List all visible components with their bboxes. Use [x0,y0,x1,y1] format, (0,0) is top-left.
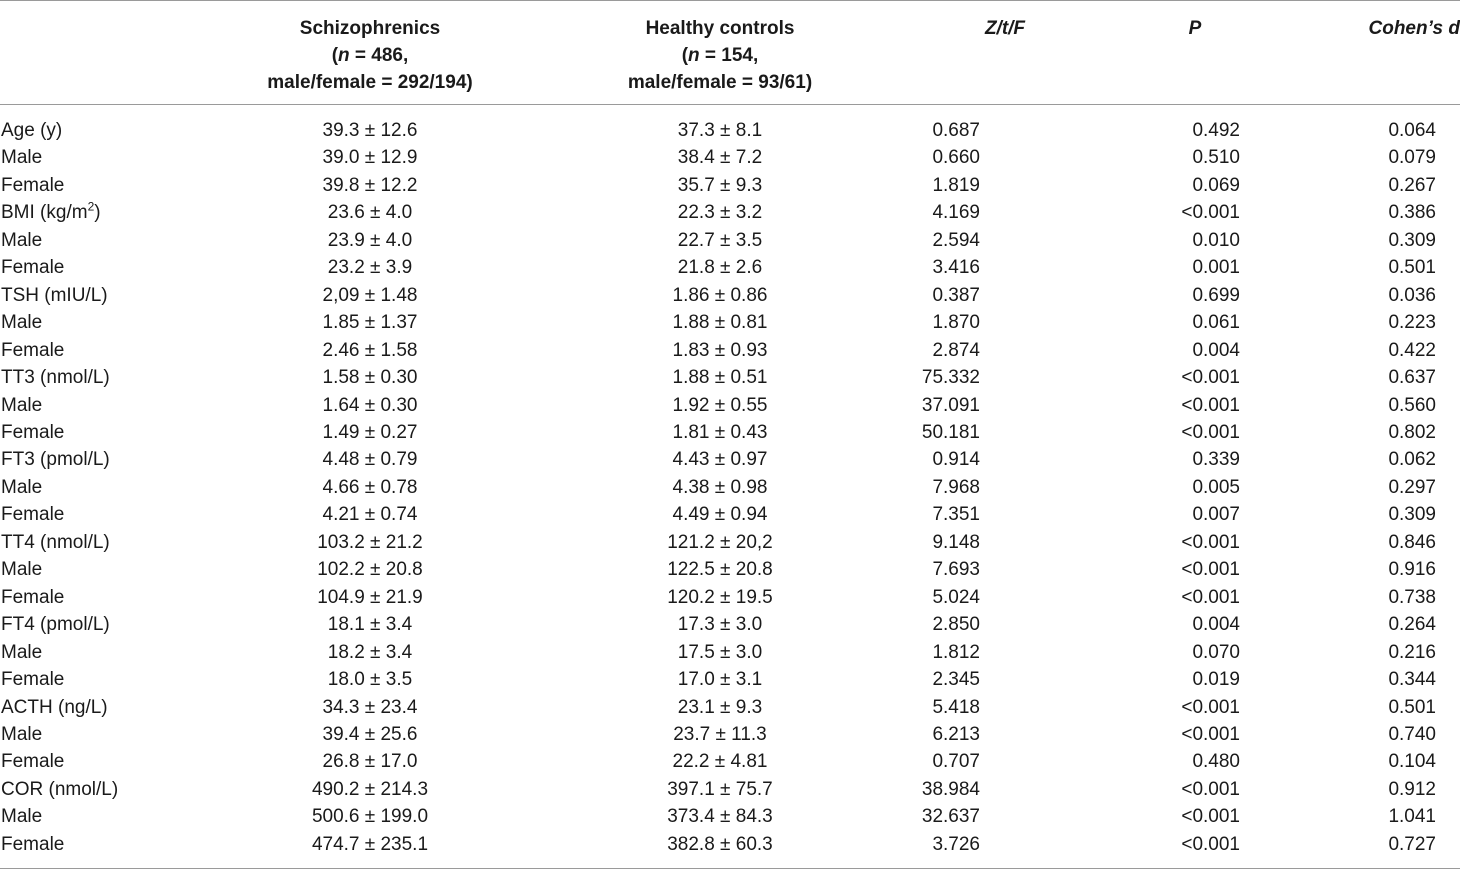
cell-controls: 373.4 ± 84.3 [667,806,773,828]
cell-p: <0.001 [1181,586,1240,608]
cell-p: <0.001 [1181,202,1240,224]
row-label-text: TT4 (nmol/L) [1,531,110,553]
cell-cohens-d: 0.738 [1388,586,1436,608]
cell-controls: 1.86 ± 0.86 [672,284,768,306]
row-label [0,666,200,693]
cell-controls: 4.49 ± 0.94 [672,504,768,526]
row-label [0,721,200,748]
cell-p: <0.001 [1181,778,1240,800]
table-row [0,172,1460,199]
cell-controls: 17.5 ± 3.0 [677,641,763,663]
cell-schizophrenics: 18.1 ± 3.4 [327,614,413,636]
cell-stat: 1.812 [932,641,980,663]
row-label [0,337,200,364]
cell-schizophrenics: 39.0 ± 12.9 [322,147,418,169]
header-controls-sex: male/female = 93/61) [627,72,813,93]
row-label [0,501,200,528]
cell-cohens-d: 0.036 [1388,284,1436,306]
row-label-text: BMI (kg/m [1,202,88,224]
header-schizophrenics-title: Schizophrenics [299,18,441,39]
row-label-text: Male [1,723,43,745]
cell-schizophrenics: 39.3 ± 12.6 [322,120,418,141]
cell-controls: 397.1 ± 75.7 [667,778,773,800]
row-label-text: Male [1,806,43,828]
table-row [0,392,1460,419]
cell-controls: 1.88 ± 0.51 [672,367,768,389]
cell-stat: 37.091 [921,394,980,416]
row-label-suffix: ) [94,202,101,224]
header-controls-n-open: ( [681,45,689,66]
row-label-text: Female [1,174,65,196]
header-controls [540,1,900,105]
cell-cohens-d: 0.344 [1388,669,1436,691]
cell-cohens-d: 0.501 [1388,257,1436,279]
cell-schizophrenics: 4.66 ± 0.78 [322,476,418,498]
cell-p: <0.001 [1181,531,1240,553]
cell-p: <0.001 [1181,806,1240,828]
cell-schizophrenics: 104.9 ± 21.9 [317,586,423,608]
row-label [0,584,200,611]
cell-schizophrenics: 474.7 ± 235.1 [200,831,540,869]
cell-stat: 2.850 [932,614,980,636]
table-row [0,721,1460,748]
cell-schizophrenics: 1.64 ± 0.30 [322,394,418,416]
cell-schizophrenics: 1.85 ± 1.37 [322,312,418,334]
cell-schizophrenics: 490.2 ± 214.3 [311,778,429,800]
cell-schizophrenics: 4.21 ± 0.74 [322,504,418,526]
table-row [0,666,1460,693]
cell-controls: 22.3 ± 3.2 [677,202,763,224]
row-label-text: Male [1,229,43,251]
row-label [0,364,200,391]
table-header [0,1,1460,105]
row-label [0,392,200,419]
cell-controls: 1.92 ± 0.55 [672,394,768,416]
cell-p: <0.001 [1110,831,1280,869]
cell-schizophrenics: 18.2 ± 3.4 [327,641,413,663]
header-variable [0,1,200,105]
cell-p: <0.001 [1181,367,1240,389]
cell-controls: 122.5 ± 20.8 [667,559,773,581]
table-row [0,254,1460,281]
cell-stat: 7.968 [932,476,980,498]
cell-schizophrenics: 4.48 ± 0.79 [322,449,418,471]
row-label [0,831,200,869]
row-label-text: Female [1,504,65,526]
cell-cohens-d: 0.916 [1388,559,1436,581]
cell-cohens-d: 0.846 [1388,531,1436,553]
cell-schizophrenics: 1.49 ± 0.27 [322,421,418,443]
header-schizophrenics [200,1,540,105]
row-label-text: Female [1,669,65,691]
table-row [0,831,1460,869]
cell-cohens-d: 0.297 [1388,476,1436,498]
cell-controls: 22.7 ± 3.5 [677,229,763,251]
cell-cohens-d: 0.740 [1388,723,1436,745]
cell-controls: 37.3 ± 8.1 [677,120,763,141]
cell-controls: 23.1 ± 9.3 [677,696,763,718]
cell-stat: 2.594 [932,229,980,251]
table-row [0,105,1460,145]
cell-stat: 9.148 [932,531,980,553]
header-controls-n-var: n [688,45,700,66]
cell-p: 0.699 [1192,284,1240,306]
row-label [0,446,200,473]
table-row [0,584,1460,611]
header-cohens-d: Cohen’s d [1280,1,1460,105]
cell-schizophrenics: 18.0 ± 3.5 [327,669,413,691]
row-label [0,199,200,226]
cell-stat: 3.726 [900,831,1110,869]
cell-controls: 35.7 ± 9.3 [677,174,763,196]
cell-schizophrenics: 102.2 ± 20.8 [317,559,423,581]
cell-stat: 0.660 [932,147,980,169]
cell-cohens-d: 0.309 [1388,504,1436,526]
table-row [0,748,1460,775]
row-label [0,556,200,583]
cell-controls: 17.0 ± 3.1 [677,669,763,691]
header-schizophrenics-n-open: ( [331,45,339,66]
cell-stat: 75.332 [921,367,980,389]
cell-cohens-d: 0.501 [1388,696,1436,718]
cell-cohens-d: 0.309 [1388,229,1436,251]
row-label-text: FT4 (pmol/L) [1,614,110,636]
row-label [0,254,200,281]
cell-p: 0.005 [1192,476,1240,498]
cell-cohens-d: 0.802 [1388,421,1436,443]
row-label-text: Male [1,641,43,663]
cell-cohens-d: 0.062 [1388,449,1436,471]
cell-p: 0.492 [1192,120,1240,141]
cell-cohens-d: 0.912 [1388,778,1436,800]
cell-cohens-d: 0.637 [1388,367,1436,389]
cell-controls: 1.83 ± 0.93 [672,339,768,361]
cell-controls: 120.2 ± 19.5 [667,586,773,608]
table-row [0,364,1460,391]
header-controls-n [541,42,899,69]
cell-cohens-d: 0.264 [1388,614,1436,636]
cell-cohens-d: 1.041 [1388,806,1436,828]
table-row [0,639,1460,666]
table-row [0,803,1460,830]
row-label-text: Male [1,559,43,581]
cell-schizophrenics: 500.6 ± 199.0 [311,806,429,828]
table-row [0,694,1460,721]
cell-stat: 0.387 [932,284,980,306]
cell-stat: 2.345 [932,669,980,691]
cell-p: <0.001 [1181,696,1240,718]
row-label [0,309,200,336]
row-label-text: Female [1,339,65,361]
row-label [0,419,200,446]
header-schizophrenics-n-var: n [338,45,350,66]
table-row [0,199,1460,226]
cell-schizophrenics: 103.2 ± 21.2 [317,531,423,553]
row-label [0,282,200,309]
table-row [0,529,1460,556]
cell-schizophrenics: 23.9 ± 4.0 [327,229,413,251]
header-controls-title: Healthy controls [645,18,795,39]
table-row [0,282,1460,309]
row-label-text: COR (nmol/L) [1,778,119,800]
cell-cohens-d: 0.223 [1388,312,1436,334]
cell-cohens-d: 0.216 [1388,641,1436,663]
cell-cohens-d: 0.079 [1388,147,1436,169]
cell-controls: 22.2 ± 4.81 [672,751,768,773]
cell-controls: 4.43 ± 0.97 [672,449,768,471]
cell-p: 0.001 [1192,257,1240,279]
cell-stat: 7.693 [932,559,980,581]
cell-schizophrenics: 1.58 ± 0.30 [322,367,418,389]
row-label-text: Age (y) [1,120,63,141]
cell-schizophrenics: 26.8 ± 17.0 [322,751,418,773]
header-p: P [1110,1,1280,105]
row-label [0,803,200,830]
cell-cohens-d: 0.560 [1388,394,1436,416]
table-row [0,144,1460,171]
table-row [0,337,1460,364]
cell-p: 0.010 [1192,229,1240,251]
cell-controls: 121.2 ± 20,2 [667,531,773,553]
row-label [0,694,200,721]
row-label-text: Male [1,476,43,498]
header-stat: Z/t/F [900,1,1110,105]
row-label-text: Female [1,257,65,279]
table-row [0,419,1460,446]
cell-p: <0.001 [1181,421,1240,443]
cell-p: <0.001 [1181,559,1240,581]
cell-controls: 23.7 ± 11.3 [673,723,767,745]
row-label-text: Male [1,312,43,334]
table-row [0,611,1460,638]
table-body [0,105,1460,869]
cell-p: 0.480 [1192,751,1240,773]
cell-cohens-d: 0.104 [1388,751,1436,773]
header-schizophrenics-sex: male/female = 292/194) [267,72,473,93]
cell-controls: 4.38 ± 0.98 [672,476,768,498]
table-row [0,474,1460,501]
cell-p: 0.004 [1192,339,1240,361]
row-label-text: TT3 (nmol/L) [1,367,110,389]
cell-schizophrenics: 2,09 ± 1.48 [322,284,418,306]
header-schizophrenics-n-value: = 486, [349,45,409,66]
cell-p: <0.001 [1181,723,1240,745]
cell-controls: 17.3 ± 3.0 [677,614,763,636]
cell-cohens-d: 0.422 [1388,339,1436,361]
cell-cohens-d: 0.267 [1388,174,1436,196]
cell-schizophrenics: 39.8 ± 12.2 [322,174,418,196]
cell-stat: 0.687 [932,120,980,141]
cell-stat: 32.637 [921,806,980,828]
cell-controls: 38.4 ± 7.2 [677,147,763,169]
cell-controls: 1.88 ± 0.81 [672,312,768,334]
cell-stat: 38.984 [921,778,980,800]
table-row [0,309,1460,336]
cell-p: 0.069 [1192,174,1240,196]
cell-stat: 3.416 [932,257,980,279]
row-label-text: Female [1,751,65,773]
table-row [0,227,1460,254]
cell-controls: 1.81 ± 0.43 [672,421,768,443]
row-label-text: Female [1,586,65,608]
cell-cohens-d: 0.386 [1388,202,1436,224]
table-row [0,501,1460,528]
cell-stat: 4.169 [932,202,980,224]
cell-p: 0.510 [1192,147,1240,169]
cell-cohens-d: 0.727 [1280,831,1460,869]
row-label [0,529,200,556]
header-controls-n-value: = 154, [699,45,759,66]
cell-stat: 5.418 [932,696,980,718]
table-row [0,446,1460,473]
cell-stat: 0.707 [932,751,980,773]
row-label-text: Female [1,833,65,855]
cell-stat: 5.024 [932,586,980,608]
cell-cohens-d: 0.064 [1388,120,1436,141]
row-label-text: ACTH (ng/L) [1,696,108,718]
row-label-superscript: 2 [87,200,95,215]
row-label [0,776,200,803]
cell-schizophrenics: 2.46 ± 1.58 [322,339,418,361]
row-label [0,227,200,254]
cell-stat: 1.870 [932,312,980,334]
cell-p: 0.061 [1192,312,1240,334]
row-label-text: Male [1,147,43,169]
table-row [0,556,1460,583]
row-label [0,105,200,145]
cell-p: <0.001 [1181,394,1240,416]
table-row [0,776,1460,803]
row-label [0,172,200,199]
cell-controls: 21.8 ± 2.6 [677,257,763,279]
cell-stat: 7.351 [932,504,980,526]
cell-p: 0.007 [1192,504,1240,526]
row-label [0,144,200,171]
row-label-text: Female [1,421,65,443]
row-label-text: FT3 (pmol/L) [1,449,110,471]
row-label-text: TSH (mIU/L) [1,284,108,306]
cell-schizophrenics: 23.6 ± 4.0 [327,202,413,224]
cell-p: 0.004 [1192,614,1240,636]
row-label [0,639,200,666]
cell-p: 0.070 [1192,641,1240,663]
cell-stat: 2.874 [932,339,980,361]
cell-stat: 1.819 [932,174,980,196]
cell-stat: 50.181 [921,421,980,443]
cell-schizophrenics: 34.3 ± 23.4 [322,696,418,718]
cell-stat: 0.914 [932,449,980,471]
row-label [0,611,200,638]
row-label-text: Male [1,394,43,416]
cell-stat: 6.213 [932,723,980,745]
row-label [0,748,200,775]
cell-p: 0.339 [1192,449,1240,471]
cell-p: 0.019 [1192,669,1240,691]
header-row [0,1,1460,105]
cell-schizophrenics: 39.4 ± 25.6 [322,723,418,745]
cell-controls: 382.8 ± 60.3 [540,831,900,869]
header-schizophrenics-n [201,42,539,69]
cell-schizophrenics: 23.2 ± 3.9 [327,257,413,279]
row-label [0,474,200,501]
